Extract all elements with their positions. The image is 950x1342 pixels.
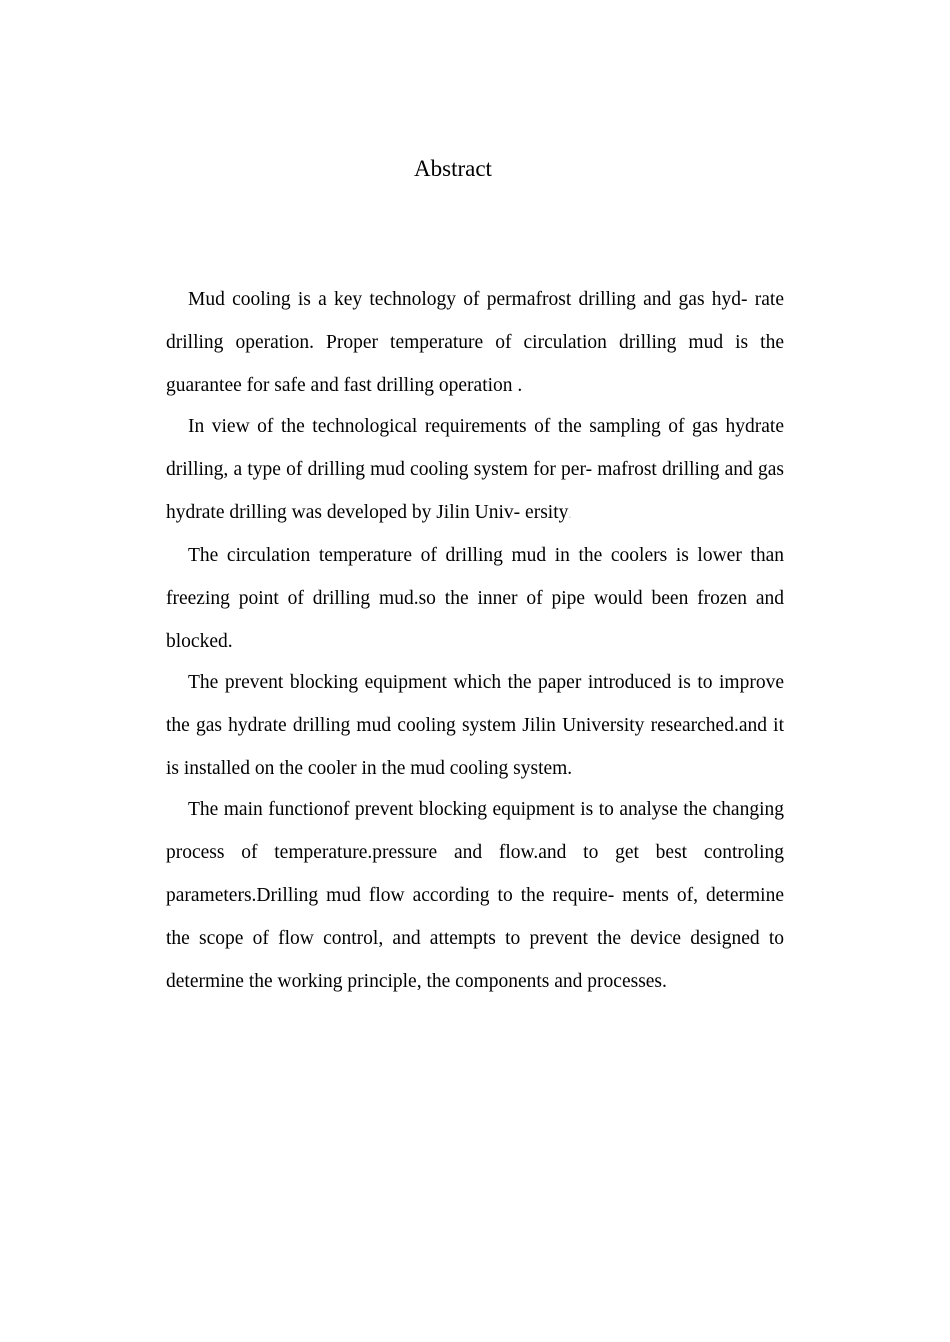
abstract-title: Abstract: [414, 156, 492, 181]
paragraph-2: [166, 405, 784, 536]
paragraph-5: The main functionof prevent blocking equipment is to analyse the changing process of temperature.pressure and flow.and to get best controling parameters.Drilling mud flow according to the require- ments of, determine the scope of flow control, and attempts to prevent the device designed to determine the working principle, the components and processes.: [166, 799, 784, 992]
paragraph-2-end-mark: .: [568, 507, 572, 521]
paragraph-3: The circulation temperature of drilling mud in the coolers is lower than freezing point of drilling mud.so the inner of pipe would been frozen and blocked.: [166, 545, 784, 652]
paragraph-1: Mud cooling is a key technology of permafrost drilling and gas hyd- rate drilling operation. Proper temperature of circulation drilling mud is the guarantee for safe and fast drilling operation .: [166, 289, 784, 396]
paragraph-4: The prevent blocking equipment which the paper introduced is to improve the gas hydrate drilling mud cooling system Jilin University researched.and it is installed on the cooler in the mud cooling system.: [166, 672, 784, 779]
paragraph-2-text: In view of the technological requirements of the sampling of gas hydrate drilling, a type of drilling mud cooling system for per- mafrost drilling and gas hydrate drilling was developed by Jilin Univ- ersity: [166, 416, 784, 523]
abstract-body: [166, 278, 784, 1001]
